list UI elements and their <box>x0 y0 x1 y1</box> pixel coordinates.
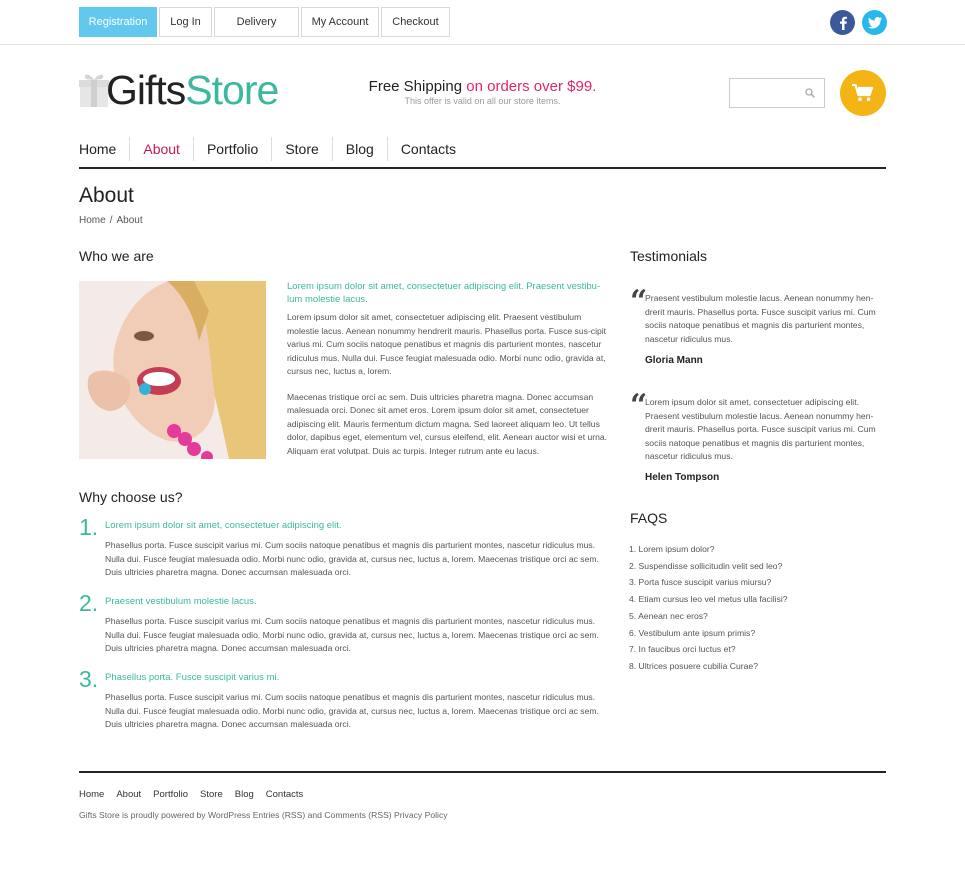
registration-button[interactable]: Registration <box>79 7 157 37</box>
top-bar <box>0 0 965 45</box>
faq-item[interactable]: 2. Suspendisse sollicitudin velit sed leo? <box>629 560 783 571</box>
my-account-button[interactable]: My Account <box>301 7 379 37</box>
delivery-button[interactable]: Delivery <box>214 7 299 37</box>
faq-item[interactable]: 3. Porta fusce suscipit varius miursu? <box>629 577 772 588</box>
who-we-are-text <box>287 280 609 470</box>
why-item-body: Phasellus porta. Fusce suscipit varius mi. Cum sociis natoque penatibus et magnis dis parturient montes, nascetur ridiculus mus. Nulla dui. Fusce feugiat malesuada odio. Morbi nunc odio, gravida at, cursus nec, luctus a, lorem. Maecenas tristique orci ac sem. Duis ultricies pharetra magna. Donec accumsan malesuada orci. <box>105 540 599 578</box>
promo-main: Free Shipping <box>368 78 463 95</box>
copyright-text: Gifts Store is proudly powered by WordPress Entries (RSS) and Comments (RSS) Privacy Policy <box>79 810 448 820</box>
promo-highlight: on orders over $99. <box>466 78 597 95</box>
search-input[interactable] <box>729 78 825 108</box>
why-item-body: Phasellus porta. Fusce suscipit varius mi. Cum sociis natoque penatibus et magnis dis parturient montes, nascetur ridiculus mus. Nulla dui. Fusce feugiat malesuada odio. Morbi nunc odio, gravida at, cursus nec, luctus a, lorem. Maecenas tristique orci ac sem. Duis ultricies pharetra magna. Donec accumsan malesuada orci. <box>105 616 599 654</box>
testimonial-text: Praesent vestibulum molestie lacus. Aenean nonummy hen-drerit mauris. Phasellus porta. Fusce suscipit varius mi. Cum sociis natoque penatibus et magnis dis parturient montes, nascetur ridiculus mus. <box>645 293 876 344</box>
footer-link-home[interactable]: Home <box>79 789 105 800</box>
facebook-icon[interactable] <box>830 10 855 35</box>
nav-item-portfolio[interactable]: Portfolio <box>193 137 271 161</box>
faq-item[interactable]: 1. Lorem ipsum dolor? <box>629 544 715 554</box>
account-nav <box>79 7 450 37</box>
faq-list <box>629 541 885 675</box>
faq-item[interactable]: 5. Aenean nec eros? <box>629 610 708 621</box>
logo-text-store: Store <box>185 67 279 113</box>
why-item-number: 3. <box>79 666 99 692</box>
nav-item-store[interactable]: Store <box>271 137 331 161</box>
about-photo <box>79 281 266 459</box>
who-paragraph-2: Maecenas tristique orci ac sem. Duis ultricies pharetra magna. Donec accumsan malesuada orci. Donec sit amet eros. Lorem ipsum dolor sit amet, consectetuer adipiscing elit. Mauris fermentum dictum magna. Sed laoreet aliquam leo. Ut tellus dolor, dapibus eget, elementum vel, cursus eleifend, elit. Aenean auctor wisi et urna. Aliquam erat volutpat. Duis ac turpis. Integer rutrum ante eu lacus. <box>287 391 608 456</box>
breadcrumb <box>79 215 143 226</box>
shopping-cart-button[interactable] <box>840 70 886 116</box>
faqs-heading: FAQS <box>630 510 668 526</box>
shopping-cart-icon <box>852 84 874 102</box>
page-title: About <box>79 184 134 207</box>
quote-icon: “ <box>630 388 648 423</box>
testimonial-author: Gloria Mann <box>645 355 703 366</box>
gift-icon <box>79 72 109 108</box>
who-paragraph-1: Lorem ipsum dolor sit amet, consectetuer adipiscing elit. Praesent vestibulum molestie lacus. Aenean nonummy hendrerit mauris. Phasellus porta. Fusce sus-cipit varius mi. Cum sociis natoque penatibus et magnis dis parturient montes, nascetur ridiculus mus. Nulla dui. Fusce feugiat malesuada odio. Morbi nunc odio, gravida at, cursus nec, luctus a, lorem. <box>287 312 607 376</box>
search-icon[interactable] <box>805 88 815 98</box>
nav-item-home[interactable]: Home <box>79 141 117 157</box>
faq-item[interactable]: 6. Vestibulum ante ipsum primis? <box>629 627 756 638</box>
footer-link-contacts[interactable]: Contacts <box>265 789 304 800</box>
why-item-number: 2. <box>79 590 99 616</box>
twitter-icon[interactable] <box>862 10 887 35</box>
footer-link-portfolio[interactable]: Portfolio <box>153 789 189 800</box>
nav-item-blog[interactable]: Blog <box>332 137 387 161</box>
who-lead: Lorem ipsum dolor sit amet, consectetuer adipiscing elit. Praesent vestibu-lum molestie lacus. <box>287 281 601 305</box>
footer-link-store[interactable]: Store <box>200 789 223 800</box>
site-logo[interactable] <box>79 68 278 112</box>
why-item-body: Phasellus porta. Fusce suscipit varius mi. Cum sociis natoque penatibus et magnis dis parturient montes, nascetur ridiculus mus. Nulla dui. Fusce feugiat malesuada odio. Morbi nunc odio, gravida at, cursus nec, luctus a, lorem. Maecenas tristique orci ac sem. Duis ultricies pharetra magna. Donec accumsan malesuada orci. <box>105 692 599 730</box>
why-item-title[interactable]: Praesent vestibulum molestie lacus. <box>105 596 257 607</box>
main-nav <box>79 137 886 169</box>
why-item-number: 1. <box>79 514 99 540</box>
logo-text-gifts: Gifts <box>106 67 186 113</box>
testimonial-text: Lorem ipsum dolor sit amet, consectetuer adipiscing elit. Praesent vestibulum molestie lacus. Aenean nonummy hen-drerit mauris. Phasellus porta. Fusce suscipit varius mi. Cum sociis natoque penatibus et magnis dis parturient montes, nascetur ridiculus mus. <box>645 397 876 462</box>
faq-item[interactable]: 7. In faucibus orci luctus et? <box>629 644 736 655</box>
footer-link-blog[interactable]: Blog <box>234 789 254 800</box>
nav-item-contacts[interactable]: Contacts <box>387 137 469 161</box>
nav-item-about[interactable]: About <box>129 137 193 161</box>
testimonial-author: Helen Tompson <box>645 472 720 483</box>
footer-divider <box>79 771 886 773</box>
free-shipping-promo <box>340 78 625 106</box>
why-choose-us-heading: Why choose us? <box>79 489 183 505</box>
promo-sub: This offer is valid on all our store items. <box>404 96 561 106</box>
breadcrumb-home[interactable]: Home <box>79 215 106 226</box>
testimonials-heading: Testimonials <box>630 248 708 264</box>
breadcrumb-current: About <box>116 215 143 226</box>
footer-nav <box>79 789 303 800</box>
social-links <box>830 10 887 35</box>
why-item-title[interactable]: Lorem ipsum dolor sit amet, consectetuer adipiscing elit. <box>105 520 342 531</box>
faq-item[interactable]: 4. Etiam cursus leo vel metus ulla facilisi? <box>629 594 788 605</box>
login-button[interactable]: Log In <box>159 7 212 37</box>
footer-link-about[interactable]: About <box>116 789 142 800</box>
breadcrumb-separator: / <box>109 215 113 226</box>
checkout-button[interactable]: Checkout <box>381 7 450 37</box>
why-item-title[interactable]: Phasellus porta. Fusce suscipit varius mi. <box>105 672 280 683</box>
faq-item[interactable]: 8. Ultrices posuere cubilia Curae? <box>629 660 758 671</box>
who-we-are-heading: Who we are <box>79 248 154 264</box>
quote-icon: “ <box>630 284 648 319</box>
